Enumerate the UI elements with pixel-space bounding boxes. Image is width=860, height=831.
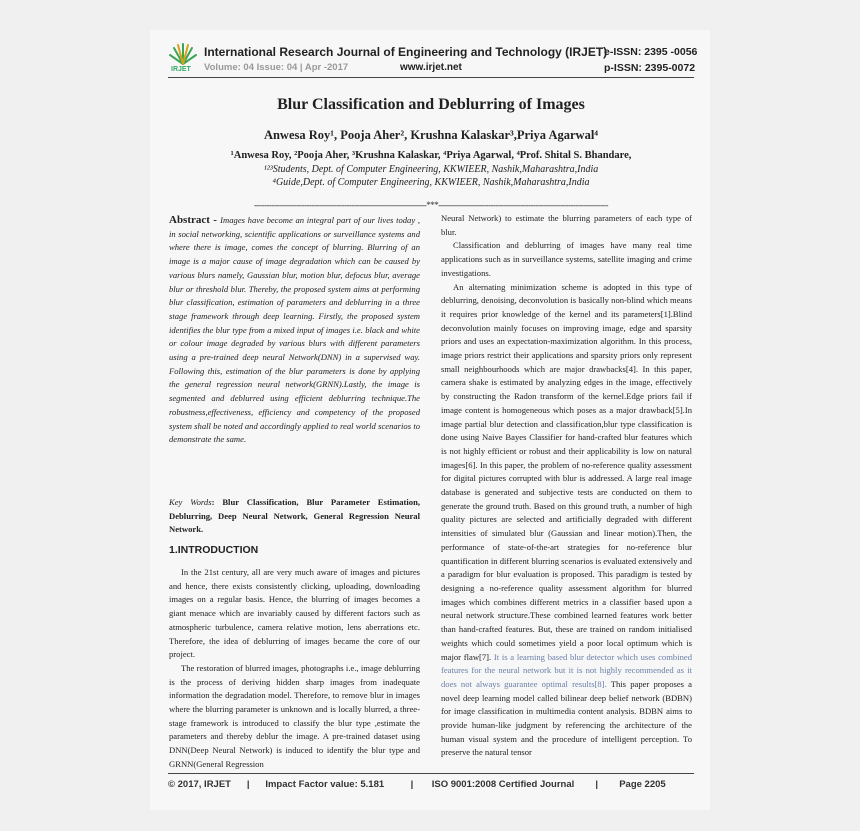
page-footer bbox=[168, 779, 694, 790]
abstract-label: Abstract - bbox=[169, 214, 221, 226]
intro-paragraph-2: The restoration of blurred images, photographs i.e., image deblurring is the process of deriving hidden sharp images from inadequate information the degradation model. Therefore, to remove blur in images where the blurring parameter is unknown and is locally blurred, a three-stage framework is introduced to classify the blur type ,estimate the parameters and thereby deblur the image. A pre-trained dataset using DNN(Deep Neural Network) is induced to identify the blur type and GRNN(General Regression bbox=[169, 662, 420, 769]
journal-name: International Research Journal of Engineering and Technology (IRJET) bbox=[204, 45, 608, 59]
footer-separator: | bbox=[410, 779, 414, 790]
right-column-body bbox=[441, 212, 692, 760]
intro-paragraph-1: In the 21st century, all are very much aware of images and pictures and hence, there exists consistently clicking, uploading, downloading images on a regular basis. Hence, the blurring of images becomes a giant menace which are invariably caused by different factors such as atmospheric turbulence, camera relative motion, lens aberrations etc. Therefore, the idea of deblurring of images became the core of our project. bbox=[169, 567, 420, 660]
journal-website: www.irjet.net bbox=[400, 62, 462, 73]
footer-iso: ISO 9001:2008 Certified Journal bbox=[431, 779, 575, 790]
right-paragraph-1: Classification and deblurring of images have many real time applications such as in surveillance systems, satellite imaging and crime investigations. bbox=[441, 240, 692, 278]
footer-separator: | bbox=[595, 779, 599, 790]
introduction-body bbox=[169, 566, 420, 772]
header-rule bbox=[168, 77, 694, 78]
keywords-text: : Blur Classification, Blur Parameter Estimation, Deblurring, Deep Neural Network, General Regression Neural Network. bbox=[169, 497, 420, 535]
keywords bbox=[169, 496, 420, 537]
right-paragraph-2-end: This paper proposes a novel deep learning model called bilinear deep belief network (BDBN) for image classification in multimedia content analysis. BDBN aims to provide human-like judgment by referencing the architecture of the human visual system and the procedure of intelligent perception. To preserve the natural tensor bbox=[441, 678, 692, 758]
author-list: Anwesa Roy¹, Pooja Aher², Krushna Kalaskar³,Priya Agarwal⁴ bbox=[263, 128, 599, 142]
footer-rule bbox=[168, 773, 694, 774]
introduction-heading: 1.INTRODUCTION bbox=[169, 544, 259, 556]
volume-issue: Volume: 04 Issue: 04 | Apr -2017 bbox=[204, 62, 349, 73]
abstract bbox=[169, 214, 420, 447]
affiliation-guide: ⁴Guide,Dept. of Computer Engineering, KKWIEER, Nashik,Maharashtra,India bbox=[272, 177, 590, 188]
logo-text: IRJET bbox=[171, 66, 191, 73]
footer-separator: | bbox=[246, 779, 250, 790]
abstract-text: Images have become an integral part of our lives today , in social networking, scientific applications or surveillance systems and where there is image, comes the concept of blurring. Blurring of an image is a major cause of image degradation which can be caused by various blurs namely, Gaussian blur, motion blur, defocus blur, average blur or threshold blur. Thereby, the proposed system aims at performing blur classification, estimation of parameters and deblurring in a three stage framework through deep learning. Firstly, the proposed system identifies the blur type from a mixed input of images i.e. black and white or colour image degraded by various blurs with different parameters using a pre-trained deep neural Network(DNN) in a supervised way. Following this, estimation of the blur parameters is done by applying the general regression neural network(GRNN).Lastly, the image is segmented and deblurred using efficient deblurring technique.The robustness,effectiveness, efficiency and competency of the proposed system shall be noted and accordingly applied to real world scenarios to demonstrate the same. bbox=[169, 215, 420, 445]
right-paragraph-2-highlight: It is a learning based blur detector which uses combined features for the neural network but it is not highly recommended as it does not always guarantee optimal results[8]. bbox=[441, 651, 692, 689]
right-paragraph-2 bbox=[441, 281, 692, 761]
footer-impact-factor: Impact Factor value: 5.181 bbox=[265, 779, 385, 790]
affiliation-names: ¹Anwesa Roy, ²Pooja Aher, ³Krushna Kalaskar, ⁴Priya Agarwal, ⁴Prof. Shital S. Bhandare, bbox=[230, 150, 632, 161]
paper-title: Blur Classification and Deblurring of Images bbox=[277, 96, 585, 113]
footer-page-number: Page 2205 bbox=[619, 779, 666, 790]
right-paragraph-2-main: An alternating minimization scheme is adopted in this type of deblurring, denoising, deconvolution is basically non-blind which means it requires prior knowledge of the kernel and its parameters[1].Blind deconvolution mainly focuses on improving image, edge and sparsity priors and uses an expectation-maximization algorithm. In this process, image priors restrict their applications and sparsity priors only represent small neighbourhoods which are major drawbacks[4]. In this paper, camera shake is estimated by analyzing edges in the image, effectively by constructing the Radon transform of the kernel.Edge priors fail if image content is homogeneous which poses as a major drawback[5].In image partial blur detection and classification,blur type classification is done using Naive Bayes Classifier for hand-crafted blur features which is not highly efficient or robust and their applicability is low on natural images[6]. In this paper, the problem of no-reference quality assessment for digital pictures corrupted with blur is addressed. A large real image database is generated and subjective tests are conducted on them to generate the ground truth. Based on this ground truth, a number of high quality pictures are selected and artificially degraded with different intensities of simulated blur (Gaussian and linear motion).Then, the performance of state-of-the-art strategies for no-reference blur quantification in different blurring scenarios is evaluated extensively and a paradigm for blur evaluation is proposed. This paradigm is tested by designing a no-reference quality assessment algorithm for blurred images which combines different metrics in a classifier based upon a neural network structure.These combined learned features work better than hand-crafted features. But, these are trained on random initialised weights which could sometimes yield a poor local optimum which is major flaw[7]. bbox=[441, 281, 692, 662]
footer-copyright: © 2017, IRJET bbox=[168, 779, 231, 790]
eissn: e-ISSN: 2395 -0056 bbox=[604, 46, 698, 58]
pissn: p-ISSN: 2395-0072 bbox=[604, 62, 696, 74]
section-separator: ---------------------------------------------------------------------***-------------------------------------------------------------------- bbox=[253, 200, 609, 210]
keywords-label: Key Words bbox=[169, 497, 212, 507]
affiliation-students: ¹²³Students, Dept. of Computer Engineering, KKWIEER, Nashik,Maharashtra,India bbox=[263, 164, 599, 175]
right-paragraph-0: Neural Network) to estimate the blurring parameters of each type of blur. bbox=[441, 213, 692, 237]
